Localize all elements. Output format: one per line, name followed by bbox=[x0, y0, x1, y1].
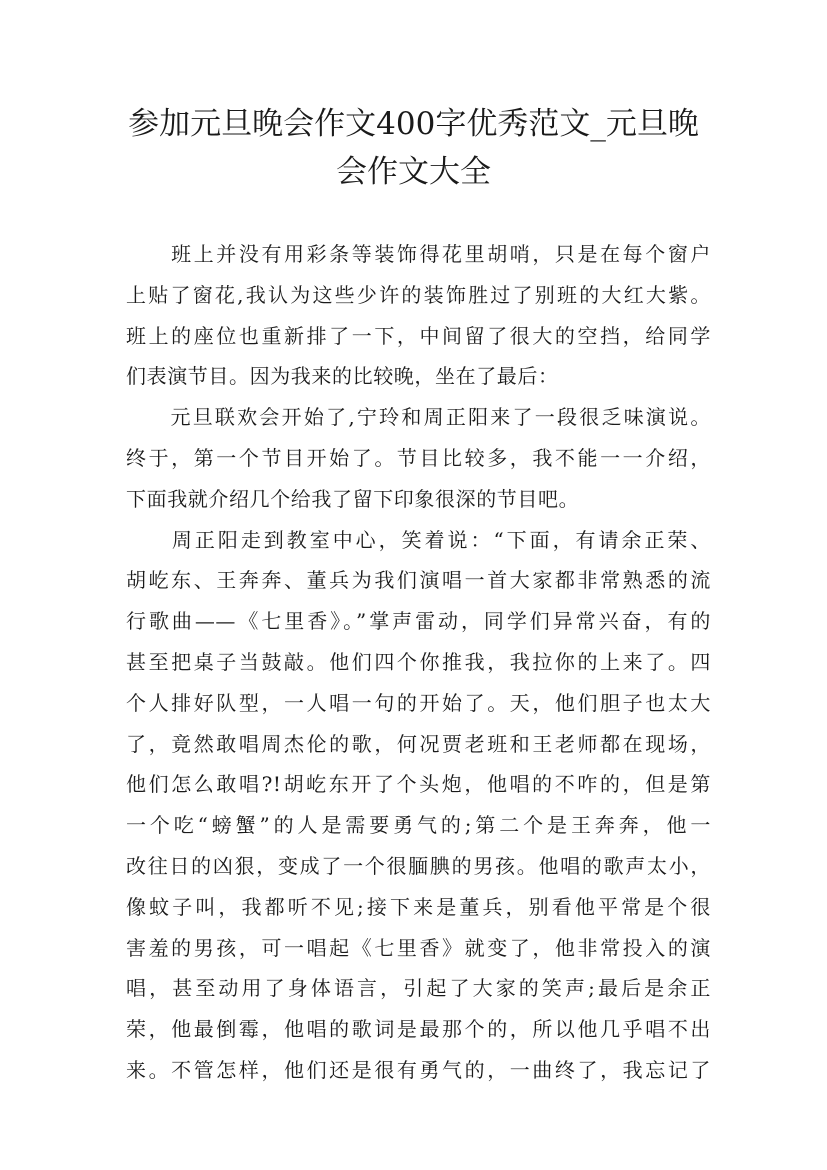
article-body bbox=[126, 234, 711, 1091]
document-title bbox=[90, 100, 737, 196]
text-line: 上贴了窗花,我认为这些少许的装饰胜过了别班的大红大紫。 bbox=[126, 282, 711, 307]
text-line: 终于，第一个节目开始了。节目比较多，我不能一一介绍， bbox=[126, 445, 711, 470]
text-line: 下面我就介绍几个给我了留下印象很深的节目吧。 bbox=[126, 486, 580, 511]
title-line-2: 会作文大全 bbox=[336, 154, 491, 190]
text-line: 周正阳走到教室中心，笑着说：“下面，有请余正荣、 bbox=[126, 527, 711, 552]
text-line: 害羞的男孩，可一唱起《七里香》就变了，他非常投入的演 bbox=[126, 935, 711, 960]
paragraph-1 bbox=[126, 234, 711, 397]
text-line: 个人排好队型，一人唱一句的开始了。天，他们胆子也太大 bbox=[126, 690, 711, 715]
text-line: 一个吃“螃蟹”的人是需要勇气的;第二个是王奔奔，他一 bbox=[126, 813, 711, 838]
text-line: 了，竟然敢唱周杰伦的歌，何况贾老班和王老师都在现场， bbox=[126, 731, 711, 756]
text-line: 像蚊子叫，我都听不见;接下来是董兵，别看他平常是个很 bbox=[126, 894, 711, 919]
text-line: 班上的座位也重新排了一下，中间留了很大的空挡，给同学 bbox=[126, 323, 711, 348]
text-line: 来。不管怎样，他们还是很有勇气的，一曲终了，我忘记了 bbox=[126, 1057, 711, 1082]
text-line: 班上并没有用彩条等装饰得花里胡哨，只是在每个窗户 bbox=[126, 242, 711, 266]
title-line-1: 参加元旦晚会作文400字优秀范文_元旦晚 bbox=[128, 106, 699, 142]
text-line: 行歌曲——《七里香》。”掌声雷动，同学们异常兴奋，有的 bbox=[126, 609, 711, 634]
text-line: 甚至把桌子当鼓敲。他们四个你推我，我拉你的上来了。四 bbox=[126, 649, 711, 674]
text-line: 们表演节目。因为我来的比较晚，坐在了最后： bbox=[126, 364, 559, 389]
paragraph-3 bbox=[126, 520, 711, 1091]
text-line: 胡屹东、王奔奔、董兵为我们演唱一首大家都非常熟悉的流 bbox=[126, 568, 711, 593]
paragraph-2 bbox=[126, 397, 711, 519]
text-line: 唱，甚至动用了身体语言，引起了大家的笑声;最后是余正 bbox=[126, 976, 711, 1001]
text-line: 元旦联欢会开始了,宁玲和周正阳来了一段很乏味演说。 bbox=[126, 405, 711, 430]
text-line: 改往日的凶狠，变成了一个很腼腆的男孩。他唱的歌声太小， bbox=[126, 853, 711, 878]
text-line: 他们怎么敢唱?!胡屹东开了个头炮，他唱的不咋的，但是第 bbox=[126, 772, 711, 797]
text-line: 荣，他最倒霉，他唱的歌词是最那个的，所以他几乎唱不出 bbox=[126, 1017, 711, 1042]
